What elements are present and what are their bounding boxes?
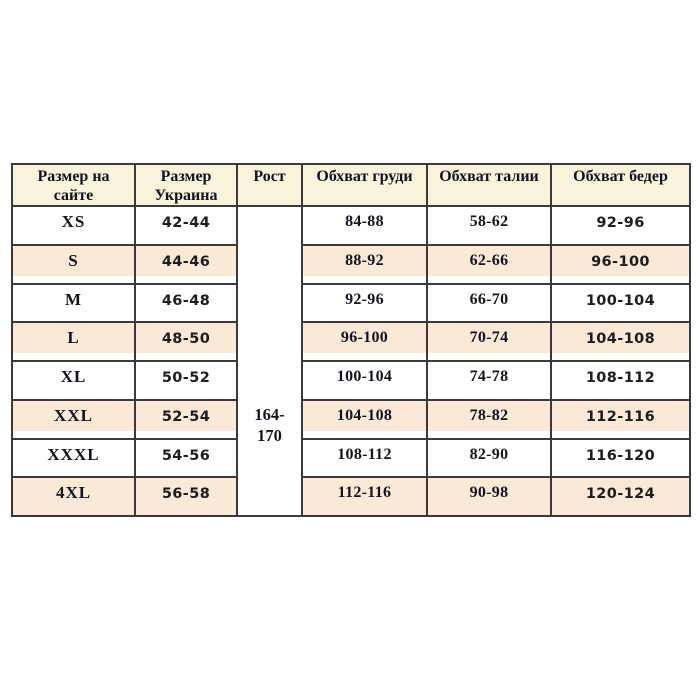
cell-chest-m: 92-96 [302,284,427,323]
cell-hips-4xl: 120-124 [551,477,690,516]
cell-ua-xxxl: 54-56 [135,439,237,478]
header-size-ukraine-line2: Украина [154,187,218,204]
cell-waist-xl: 74-78 [427,361,551,400]
cell-site-l: L [12,322,135,361]
cell-hips-l: 104-108 [551,322,690,361]
cell-site-xxl: XXL [12,400,135,439]
size-chart-table [11,163,691,517]
cell-hips-m: 100-104 [551,284,690,323]
header-hips-line1: Обхват бедер [573,168,668,185]
header-size-site-line1: Размер на [37,168,110,185]
header-height [237,164,302,206]
table-row-l [12,322,690,361]
header-waist-line1: Обхват талии [439,168,539,185]
table-row-xs [12,206,690,245]
height-value-line1: 164- [254,405,285,424]
cell-ua-m: 46-48 [135,284,237,323]
header-row [12,164,690,206]
table-row-xxl [12,400,690,439]
cell-site-xs: XS [12,206,135,245]
cell-waist-s: 62-66 [427,245,551,284]
cell-site-xl: XL [12,361,135,400]
height-value [238,404,301,446]
table-row-m [12,284,690,323]
cell-hips-xl: 108-112 [551,361,690,400]
cell-ua-xl: 50-52 [135,361,237,400]
cell-chest-4xl: 112-116 [302,477,427,516]
header-chest [302,164,427,206]
cell-chest-l: 96-100 [302,322,427,361]
cell-height-merged [237,206,302,516]
header-height-line1: Рост [253,168,286,185]
cell-ua-xxl: 52-54 [135,400,237,439]
header-hips [551,164,690,206]
header-size-site-line2: сайте [53,187,94,204]
header-waist [427,164,551,206]
cell-hips-s: 96-100 [551,245,690,284]
cell-chest-xxl: 104-108 [302,400,427,439]
table-row-xl [12,361,690,400]
cell-hips-xxl: 112-116 [551,400,690,439]
cell-hips-xxxl: 116-120 [551,439,690,478]
cell-ua-4xl: 56-58 [135,477,237,516]
header-chest-line1: Обхват груди [316,168,413,185]
header-size-site [12,164,135,206]
cell-waist-xs: 58-62 [427,206,551,245]
table-row-4xl [12,477,690,516]
cell-ua-xs: 42-44 [135,206,237,245]
header-size-ukraine-line1: Размер [160,168,212,185]
cell-waist-m: 66-70 [427,284,551,323]
cell-chest-s: 88-92 [302,245,427,284]
cell-waist-l: 70-74 [427,322,551,361]
cell-chest-xl: 100-104 [302,361,427,400]
cell-waist-4xl: 90-98 [427,477,551,516]
cell-ua-l: 48-50 [135,322,237,361]
cell-ua-s: 44-46 [135,245,237,284]
cell-site-4xl: 4XL [12,477,135,516]
table-row-xxxl [12,439,690,478]
table-row-s [12,245,690,284]
header-size-ukraine [135,164,237,206]
cell-waist-xxl: 78-82 [427,400,551,439]
cell-site-m: M [12,284,135,323]
cell-site-xxxl: XXXL [12,439,135,478]
height-value-line2: 170 [257,426,282,445]
cell-chest-xs: 84-88 [302,206,427,245]
cell-waist-xxxl: 82-90 [427,439,551,478]
cell-site-s: S [12,245,135,284]
cell-chest-xxxl: 108-112 [302,439,427,478]
cell-hips-xs: 92-96 [551,206,690,245]
